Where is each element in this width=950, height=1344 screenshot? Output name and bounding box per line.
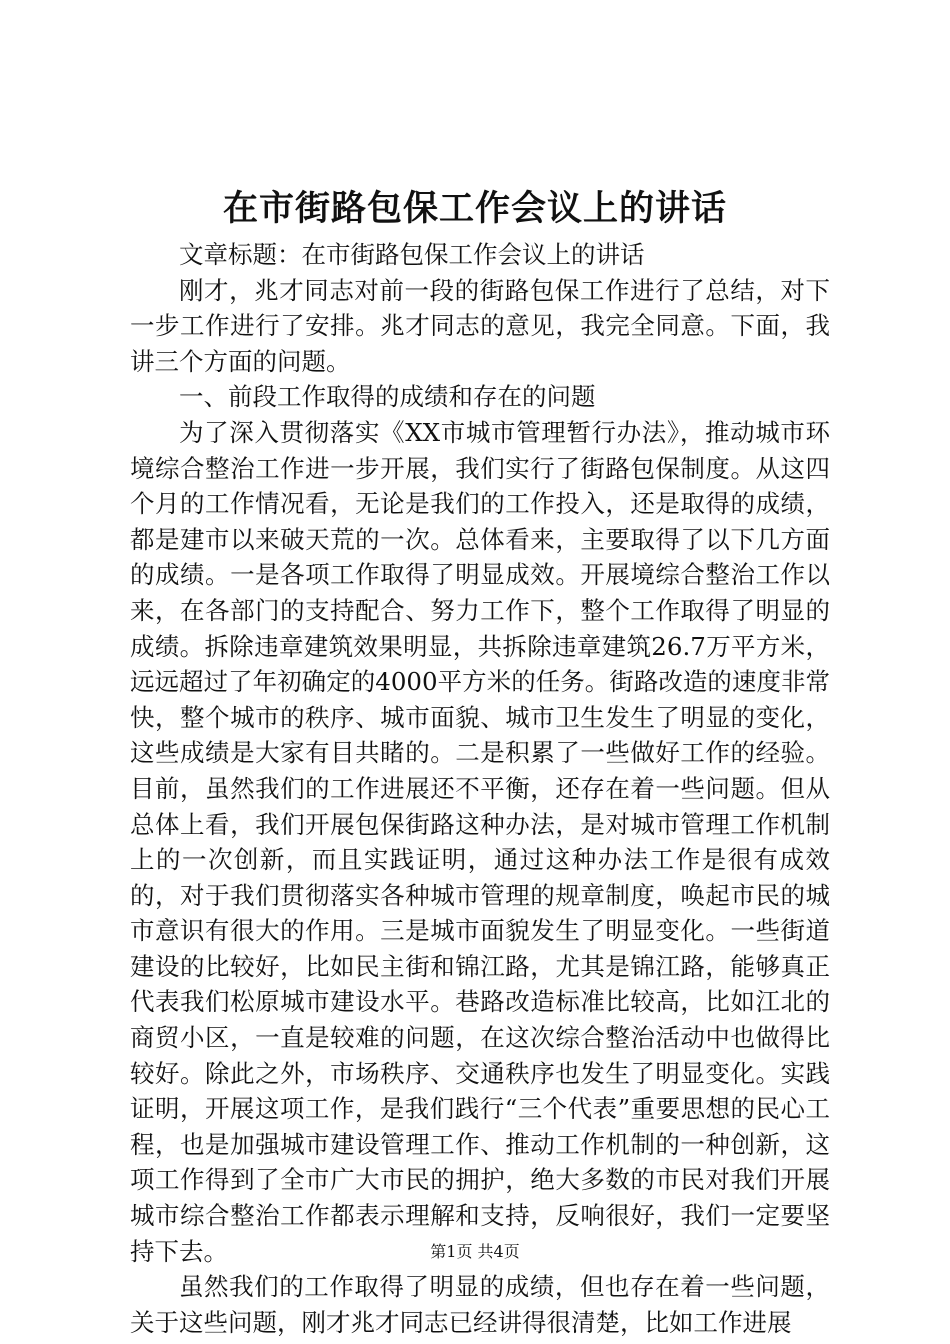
intro-paragraph: 刚才，兆才同志对前一段的街路包保工作进行了总结，对下一步工作进行了安排。兆才同志的意见，我完全同意。下面，我讲三个方面的问题。 [130,275,830,376]
problems-paragraph: 虽然我们的工作取得了明显的成绩，但也存在着一些问题，关于这些问题，刚才兆才同志已经讲得很清楚，比如工作进展 [130,1272,830,1337]
achievements-paragraph: 为了深入贯彻落实《XX市城市管理暂行办法》，推动城市环境综合整治工作进一步开展，我们实行了街路包保制度。从这四个月的工作情况看，无论是我们的工作投入，还是取得的成绩，都是建市以来破天荒的一次。总体看来，主要取得了以下几方面的成绩。一是各项工作取得了明显成效。开展境综合整治工作以来，在各部门的支持配合、努力工作下，整个工作取得了明显的成绩。拆除违章建筑效果明显，共拆除违章建筑26.7万平方米，远远超过了年初确定的4000平方米的任务。街路改造的速度非常快，整个城市的秩序、城市面貌、城市卫生发生了明显的变化，这些成绩是大家有目共睹的。二是积累了一些做好工作的经验。目前，虽然我们的工作进展还不平衡，还存在着一些问题。但从总体上看，我们开展包保街路这种办法，是对城市管理工作机制上的一次创新，而且实践证明，通过这种办法工作是很有成效的，对于我们贯彻落实各种城市管理的规章制度，唤起市民的城市意识有很大的作用。三是城市面貌发生了明显变化。一些街道建设的比较好，比如民主街和锦江路，尤其是锦江路，能够真正代表我们松原城市建设水平。巷路改造标准比较高，比如江北的商贸小区，一直是较难的问题，在这次综合整治活动中也做得比较好。除此之外，市场秩序、交通秩序也发生了明显变化。实践证明，开展这项工作，是我们践行“三个代表”重要思想的民心工程，也是加强城市建设管理工作、推动工作机制的一种创新，这项工作得到了全市广大市民的拥护，绝大多数的市民对我们开展城市综合整治工作都表示理解和支持，反响很好，我们一定要坚持下去。 [130,417,830,1266]
section-heading: 一、前段工作取得的成绩和存在的问题 [179,382,596,412]
document-body [130,237,830,1340]
document-title: 在市街路包保工作会议上的讲话 [222,188,727,229]
article-title-line: 文章标题：在市街路包保工作会议上的讲话 [179,240,645,269]
page-footer: 第1页 共4页 [430,1242,520,1261]
